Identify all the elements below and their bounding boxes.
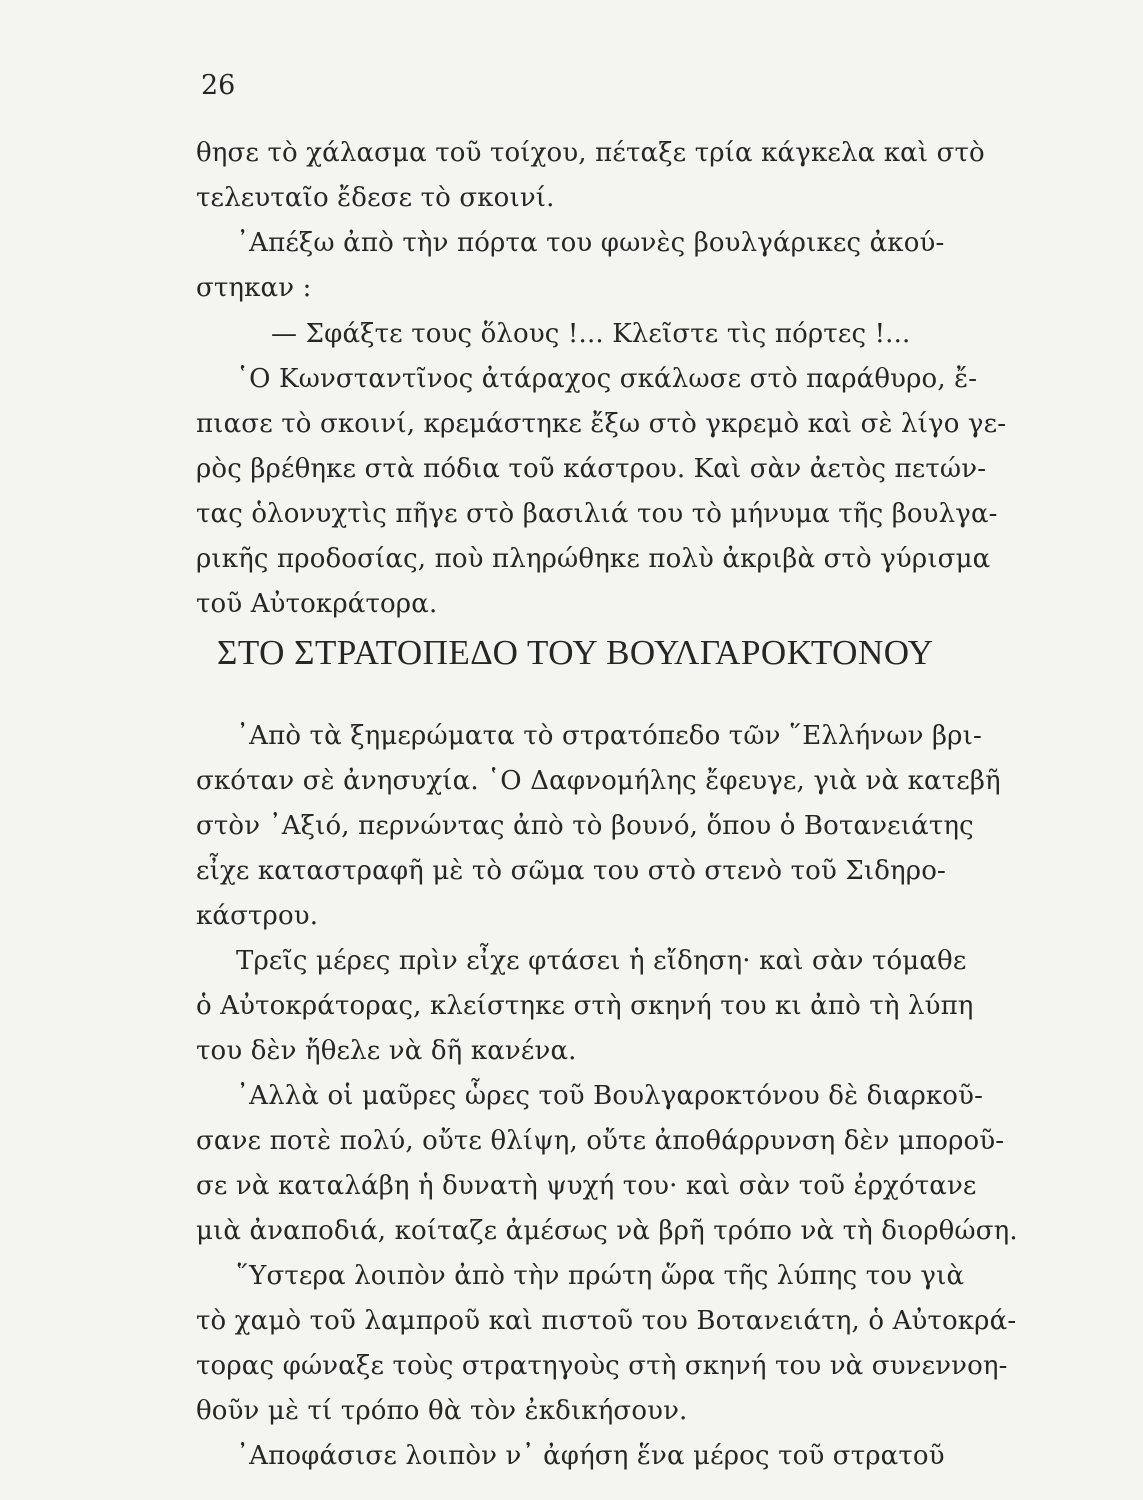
text-line: ρὸς βρέθηκε στὰ πόδια τοῦ κάστρου. Καὶ σὰν ἀετὸς πετών- xyxy=(196,454,987,484)
page-number: 26 xyxy=(201,70,236,101)
section-heading: ΣΤΟ ΣΤΡΑΤΟΠΕΔΟ ΤΟΥ ΒΟΥΛΓΑΡΟΚΤΟΝΟΥ xyxy=(217,633,934,672)
text-line: ὁ Αὐτοκράτορας, κλείστηκε στὴ σκηνή του κι ἀπὸ τὴ λύπη xyxy=(196,991,974,1021)
text-line: ᾿Αποφάσισε λοιπὸν ν᾿ ἀφήση ἕνα μέρος τοῦ στρατοῦ xyxy=(236,1441,945,1471)
text-line: ᾿Απέξω ἀπὸ τὴν πόρτα του φωνὲς βουλγάρικες ἀκού- xyxy=(236,228,945,258)
text-line: ᾿Απὸ τὰ ξημερώματα τὸ στρατόπεδο τῶν ῞Ελλήνων βρι- xyxy=(236,721,982,751)
text-line: σε νὰ καταλάβη ἡ δυνατὴ ψυχή του· καὶ σὰν τοῦ ἐρχότανε xyxy=(196,1171,977,1201)
text-line: ᾿Αλλὰ οἱ μαῦρες ὧρες τοῦ Βουλγαροκτόνου δὲ διαρκοῦ- xyxy=(236,1081,983,1111)
text-line: θοῦν μὲ τί τρόπο θὰ τὸν ἐκδικήσουν. xyxy=(196,1396,688,1426)
text-line: Τρεῖς μέρες πρὶν εἶχε φτάσει ἡ εἴδηση· καὶ σὰν τόμαθε xyxy=(236,946,967,976)
text-line: ῞Υστερα λοιπὸν ἀπὸ τὴν πρώτη ὥρα τῆς λύπης του γιὰ xyxy=(236,1261,965,1291)
text-line: σκόταν σὲ ἀνησυχία. ῾Ο Δαφνομήλης ἔφευγε, γιὰ νὰ κατεβῆ xyxy=(196,766,1001,796)
text-line: μιὰ ἀναποδιά, κοίταζε ἀμέσως νὰ βρῆ τρόπο νὰ τὴ διορθώση. xyxy=(196,1216,1018,1246)
text-line: στηκαν : xyxy=(196,273,312,303)
text-line: ρικῆς προδοσίας, ποὺ πληρώθηκε πολὺ ἀκριβὰ στὸ γύρισμα xyxy=(196,544,991,574)
text-line: τελευταῖο ἔδεσε τὸ σκοινί. xyxy=(196,183,555,213)
text-line: πιασε τὸ σκοινί, κρεμάστηκε ἔξω στὸ γκρεμὸ καὶ σὲ λίγο γε- xyxy=(196,409,1007,439)
text-line: κάστρου. xyxy=(196,901,319,931)
text-line: θησε τὸ χάλασμα τοῦ τοίχου, πέταξε τρία κάγκελα καὶ στὸ xyxy=(196,138,985,168)
text-line: σανε ποτὲ πολύ, οὔτε θλίψη, οὔτε ἀποθάρρυνση δὲν μποροῦ- xyxy=(196,1126,1005,1156)
text-line: τὸ χαμὸ τοῦ λαμπροῦ καὶ πιστοῦ του Βοτανειάτη, ὁ Αὐτοκρά- xyxy=(196,1306,1017,1336)
text-line: τοῦ Αὐτοκράτορα. xyxy=(196,589,438,619)
text-line: τας ὁλονυχτὶς πῆγε στὸ βασιλιά του τὸ μήνυμα τῆς βουλγα- xyxy=(196,499,998,529)
text-line: στὸν ᾿Αξιό, περνώντας ἀπὸ τὸ βουνό, ὅπου ὁ Βοτανειάτης xyxy=(196,811,974,841)
text-line: του δὲν ἤθελε νὰ δῆ κανένα. xyxy=(196,1036,577,1066)
text-line: ῾Ο Κωνσταντῖνος ἀτάραχος σκάλωσε στὸ παράθυρο, ἔ- xyxy=(236,364,978,394)
text-line: — Σφάξτε τους ὅλους !... Κλεῖστε τὶς πόρτες !... xyxy=(271,319,911,349)
text-line: τορας φώναξε τοὺς στρατηγοὺς στὴ σκηνή του νὰ συνεννοη- xyxy=(196,1351,1008,1381)
text-line: εἶχε καταστραφῆ μὲ τὸ σῶμα του στὸ στενὸ τοῦ Σιδηρο- xyxy=(196,856,946,886)
